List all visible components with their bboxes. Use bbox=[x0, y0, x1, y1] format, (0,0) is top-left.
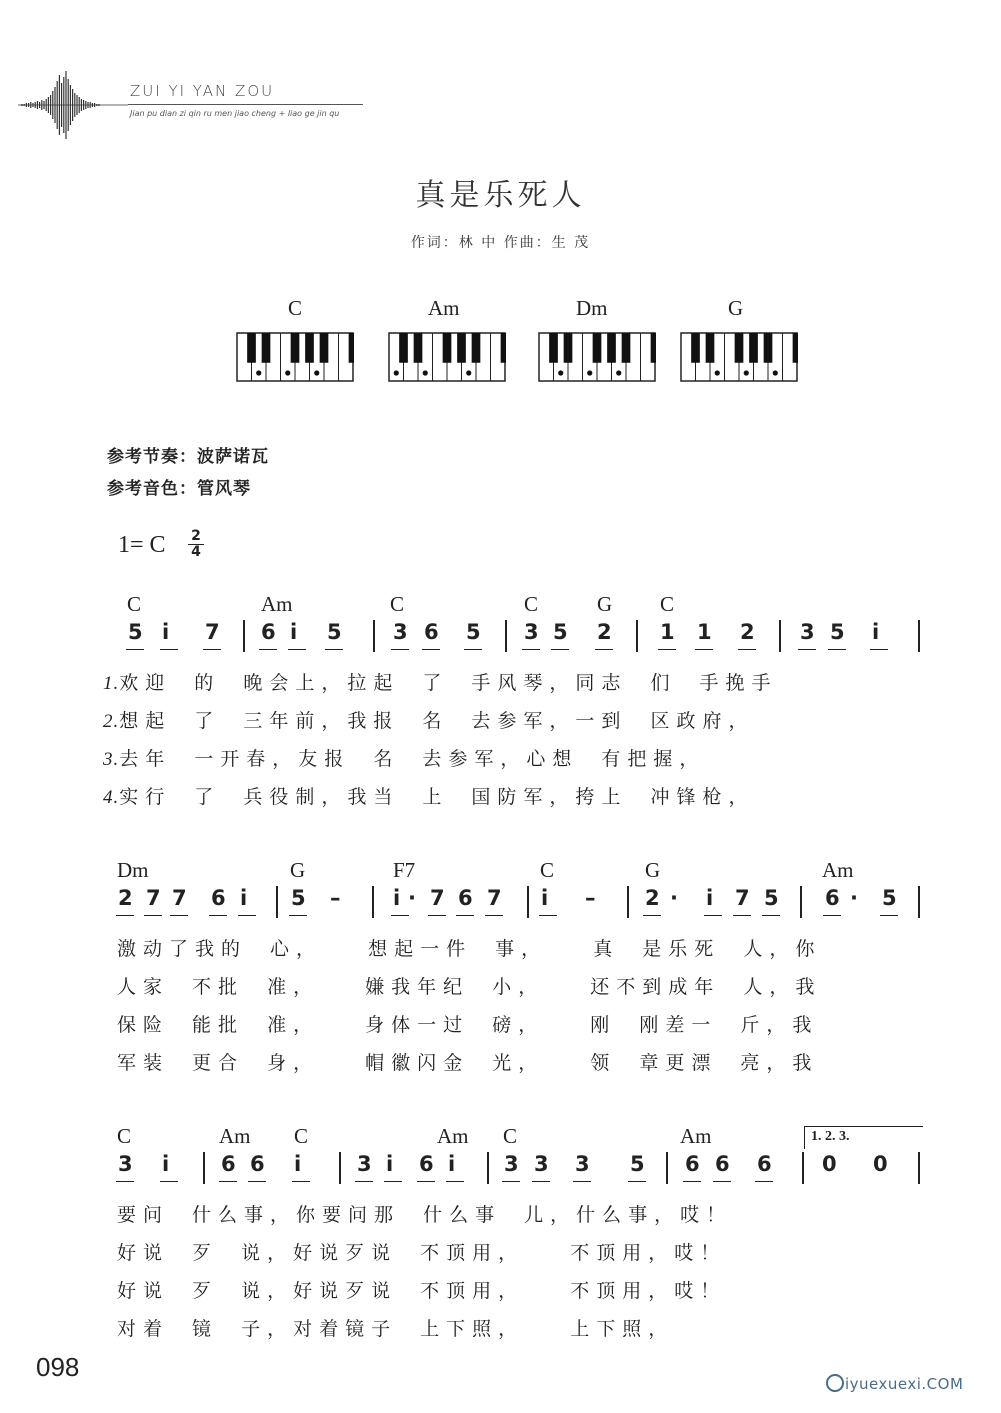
time-signature-top: 2 bbox=[191, 528, 201, 544]
note: 3 bbox=[504, 1152, 519, 1176]
lyric-line bbox=[117, 972, 821, 999]
reference-tone: 参考音色：管风琴 bbox=[107, 479, 251, 499]
note-underline bbox=[456, 915, 474, 916]
note: 5 bbox=[764, 886, 779, 910]
note: 1 bbox=[697, 620, 712, 644]
note: i bbox=[290, 620, 298, 644]
verse-number: 2. bbox=[103, 711, 120, 732]
note-underline bbox=[595, 649, 613, 650]
note-underline bbox=[325, 649, 343, 650]
chord-symbol: C bbox=[294, 1124, 309, 1148]
note: · bbox=[408, 886, 416, 910]
note: i bbox=[706, 886, 714, 910]
barline bbox=[487, 1152, 489, 1184]
barline bbox=[779, 620, 781, 652]
watermark-q-icon bbox=[826, 1374, 844, 1392]
lyric-text: 要问 什么事，你要问那 什么事 儿，什么事，哎！ bbox=[117, 1204, 733, 1226]
lyric-line bbox=[103, 668, 778, 695]
note: · bbox=[850, 886, 858, 910]
chord-symbol: Am bbox=[261, 592, 293, 616]
lyric-line bbox=[117, 934, 821, 961]
chord-symbol: G bbox=[290, 858, 306, 882]
lyric-line bbox=[117, 1048, 818, 1075]
note: 3 bbox=[575, 1152, 590, 1176]
note-underline bbox=[502, 1181, 520, 1182]
note: 6 bbox=[250, 1152, 265, 1176]
chord-symbol: F7 bbox=[393, 858, 416, 882]
note: 5 bbox=[128, 620, 143, 644]
note-underline bbox=[248, 1181, 266, 1182]
chord-symbol: Am bbox=[437, 1124, 469, 1148]
note-underline bbox=[289, 915, 307, 916]
note: 7 bbox=[735, 886, 750, 910]
note-underline bbox=[160, 1181, 178, 1182]
chord-symbol: Dm bbox=[117, 858, 149, 882]
note: i bbox=[448, 1152, 456, 1176]
barline bbox=[372, 886, 374, 918]
note-underline bbox=[116, 1181, 134, 1182]
verse-number: 4. bbox=[103, 787, 120, 808]
note-underline bbox=[755, 1181, 773, 1182]
note-underline bbox=[798, 649, 816, 650]
note: 7 bbox=[172, 886, 187, 910]
chord-symbol: C bbox=[127, 592, 142, 616]
lyric-text: 实行 了 兵役制，我当 上 国防军，挎上 冲锋枪， bbox=[119, 786, 755, 808]
lyric-text: 保险 能批 准， 身体一过 磅， 刚 刚差一 斤，我 bbox=[117, 1014, 819, 1036]
note: 6 bbox=[825, 886, 840, 910]
chord-symbol: Am bbox=[219, 1124, 251, 1148]
note: 6 bbox=[424, 620, 439, 644]
note: 5 bbox=[630, 1152, 645, 1176]
note: 7 bbox=[146, 886, 161, 910]
piano-keyboard-icon bbox=[388, 332, 506, 382]
barline bbox=[505, 620, 507, 652]
note-underline bbox=[573, 1181, 591, 1182]
note-underline bbox=[446, 1181, 464, 1182]
chord-symbol: Am bbox=[680, 1124, 712, 1148]
note-underline bbox=[713, 1181, 731, 1182]
note-underline bbox=[238, 915, 256, 916]
barline bbox=[918, 886, 920, 918]
note: 3 bbox=[534, 1152, 549, 1176]
note: 5 bbox=[553, 620, 568, 644]
lyric-line bbox=[117, 1314, 674, 1341]
note: 2 bbox=[118, 886, 133, 910]
lyric-text: 激动了我的 心， 想起一件 事， 真 是乐死 人，你 bbox=[117, 938, 822, 960]
time-signature-bottom: 4 bbox=[191, 544, 201, 560]
note-underline bbox=[170, 915, 188, 916]
barline bbox=[243, 620, 245, 652]
piano-keyboard-icon bbox=[236, 332, 354, 382]
lyric-line bbox=[103, 744, 705, 771]
time-signature bbox=[188, 530, 204, 559]
song-credits: 作词：林 中 作曲：生 茂 bbox=[410, 235, 591, 251]
note-underline bbox=[391, 915, 409, 916]
note-underline bbox=[126, 649, 144, 650]
lyric-line bbox=[117, 1010, 818, 1037]
watermark-text: iyuexuexi.COM bbox=[845, 1375, 964, 1393]
note: 2 bbox=[597, 620, 612, 644]
chord-diagram-name: G bbox=[728, 296, 744, 320]
lyric-line bbox=[117, 1276, 726, 1303]
note-underline bbox=[391, 649, 409, 650]
verse-number: 1. bbox=[103, 673, 120, 694]
note: 7 bbox=[205, 620, 220, 644]
note: 5 bbox=[291, 886, 306, 910]
note-underline bbox=[532, 1181, 550, 1182]
barline bbox=[373, 620, 375, 652]
note-underline bbox=[144, 915, 162, 916]
verse-number: 3. bbox=[103, 749, 120, 770]
note-underline bbox=[738, 649, 756, 650]
note: 2 bbox=[740, 620, 755, 644]
lyric-text: 去年 一开春，友报 名 去参军，心想 有把握， bbox=[119, 748, 706, 770]
brand-subtitle: Jian pu dian zi qin ru men jiao cheng + liao ge jin qu bbox=[130, 109, 340, 118]
lyric-text: 想起 了 三年前，我报 名 去参军，一到 区政府， bbox=[119, 710, 755, 732]
note-underline bbox=[695, 649, 713, 650]
sound-wave-logo-icon bbox=[18, 70, 128, 140]
note-underline bbox=[417, 1181, 435, 1182]
barline bbox=[636, 620, 638, 652]
note: 0 bbox=[873, 1152, 888, 1176]
note: i bbox=[393, 886, 401, 910]
note: 2 bbox=[645, 886, 660, 910]
note-underline bbox=[828, 649, 846, 650]
note: 3 bbox=[357, 1152, 372, 1176]
page-number: 098 bbox=[36, 1352, 80, 1382]
note: 0 bbox=[822, 1152, 837, 1176]
chord-diagram-name: Am bbox=[428, 296, 460, 320]
chord-diagram-name: C bbox=[288, 296, 303, 320]
piano-keyboard-icon bbox=[680, 332, 798, 382]
note: i bbox=[162, 1152, 170, 1176]
note-underline bbox=[551, 649, 569, 650]
note: 6 bbox=[715, 1152, 730, 1176]
barline bbox=[802, 1152, 804, 1184]
note: 6 bbox=[419, 1152, 434, 1176]
barline bbox=[666, 1152, 668, 1184]
note-underline bbox=[160, 649, 178, 650]
note-underline bbox=[116, 915, 134, 916]
lyric-text: 军装 更合 身， 帽徽闪金 光， 领 章更漂 亮，我 bbox=[117, 1052, 819, 1074]
barline bbox=[276, 886, 278, 918]
note-underline bbox=[259, 649, 277, 650]
note: – bbox=[330, 886, 341, 910]
chord-symbol: C bbox=[660, 592, 675, 616]
barline bbox=[203, 1152, 205, 1184]
note: 5 bbox=[830, 620, 845, 644]
note: – bbox=[585, 886, 596, 910]
note: 3 bbox=[800, 620, 815, 644]
note-underline bbox=[485, 915, 503, 916]
lyric-line bbox=[103, 706, 754, 733]
note: 7 bbox=[487, 886, 502, 910]
note: i bbox=[162, 620, 170, 644]
note-underline bbox=[384, 1181, 402, 1182]
note-underline bbox=[428, 915, 446, 916]
note-underline bbox=[422, 649, 440, 650]
barline bbox=[800, 886, 802, 918]
chord-symbol: C bbox=[524, 592, 539, 616]
note-underline bbox=[733, 915, 751, 916]
note-underline bbox=[522, 649, 540, 650]
piano-keyboard-icon bbox=[538, 332, 656, 382]
note: 1 bbox=[660, 620, 675, 644]
note-underline bbox=[288, 649, 306, 650]
note-underline bbox=[203, 649, 221, 650]
note: 6 bbox=[221, 1152, 236, 1176]
note-underline bbox=[762, 915, 780, 916]
note-underline bbox=[658, 649, 676, 650]
note-underline bbox=[219, 1181, 237, 1182]
note: 5 bbox=[882, 886, 897, 910]
site-watermark bbox=[826, 1374, 963, 1393]
chord-diagram-name: Dm bbox=[576, 296, 608, 320]
note: 5 bbox=[327, 620, 342, 644]
note: 5 bbox=[466, 620, 481, 644]
note: i bbox=[294, 1152, 302, 1176]
lyric-line bbox=[117, 1200, 732, 1227]
chord-symbol: C bbox=[540, 858, 555, 882]
note-underline bbox=[292, 1181, 310, 1182]
note: 3 bbox=[524, 620, 539, 644]
lyric-line bbox=[103, 782, 754, 809]
lyric-text: 人家 不批 准， 嫌我年纪 小， 还不到成年 人，我 bbox=[117, 976, 822, 998]
chord-symbol: G bbox=[597, 592, 613, 616]
chord-symbol: C bbox=[503, 1124, 518, 1148]
note: i bbox=[240, 886, 248, 910]
note: 6 bbox=[261, 620, 276, 644]
barline bbox=[627, 886, 629, 918]
lyric-line bbox=[117, 1238, 726, 1265]
note: · bbox=[670, 886, 678, 910]
chord-symbol: G bbox=[645, 858, 661, 882]
note-underline bbox=[355, 1181, 373, 1182]
note-underline bbox=[209, 915, 227, 916]
brand-text: ZUI YI YAN ZOU bbox=[130, 82, 275, 100]
note: 6 bbox=[458, 886, 473, 910]
barline bbox=[918, 1152, 920, 1184]
note: i bbox=[541, 886, 549, 910]
chord-symbol: C bbox=[390, 592, 405, 616]
lyric-text: 欢迎 的 晚会上，拉起 了 手风琴，同志 们 手挽手 bbox=[119, 672, 778, 694]
song-title: 真是乐死人 bbox=[415, 178, 586, 213]
note-underline bbox=[643, 915, 661, 916]
note-underline bbox=[683, 1181, 701, 1182]
note-underline bbox=[870, 649, 888, 650]
note: 7 bbox=[430, 886, 445, 910]
note-underline bbox=[464, 649, 482, 650]
note-underline bbox=[704, 915, 722, 916]
note: 6 bbox=[211, 886, 226, 910]
barline bbox=[527, 886, 529, 918]
barline bbox=[339, 1152, 341, 1184]
chord-symbol: C bbox=[117, 1124, 132, 1148]
brand-divider bbox=[128, 104, 363, 105]
volta-bracket: 1. 2. 3. bbox=[804, 1126, 923, 1149]
lyric-text: 好说 歹 说，好说歹说 不顶用， 不顶用，哎！ bbox=[117, 1242, 727, 1264]
note: 3 bbox=[393, 620, 408, 644]
note: 3 bbox=[118, 1152, 133, 1176]
chord-symbol: Am bbox=[822, 858, 854, 882]
note-underline bbox=[539, 915, 557, 916]
lyric-text: 好说 歹 说，好说歹说 不顶用， 不顶用，哎！ bbox=[117, 1280, 727, 1302]
note: 6 bbox=[757, 1152, 772, 1176]
lyric-text: 对着 镜 子，对着镜子 上下照， 上下照， bbox=[117, 1318, 675, 1340]
barline bbox=[918, 620, 920, 652]
key-signature: 1= C bbox=[118, 532, 166, 558]
note: 6 bbox=[685, 1152, 700, 1176]
note: i bbox=[386, 1152, 394, 1176]
note-underline bbox=[628, 1181, 646, 1182]
note: i bbox=[872, 620, 880, 644]
note-underline bbox=[823, 915, 841, 916]
reference-rhythm: 参考节奏：波萨诺瓦 bbox=[107, 447, 269, 467]
note-underline bbox=[880, 915, 898, 916]
